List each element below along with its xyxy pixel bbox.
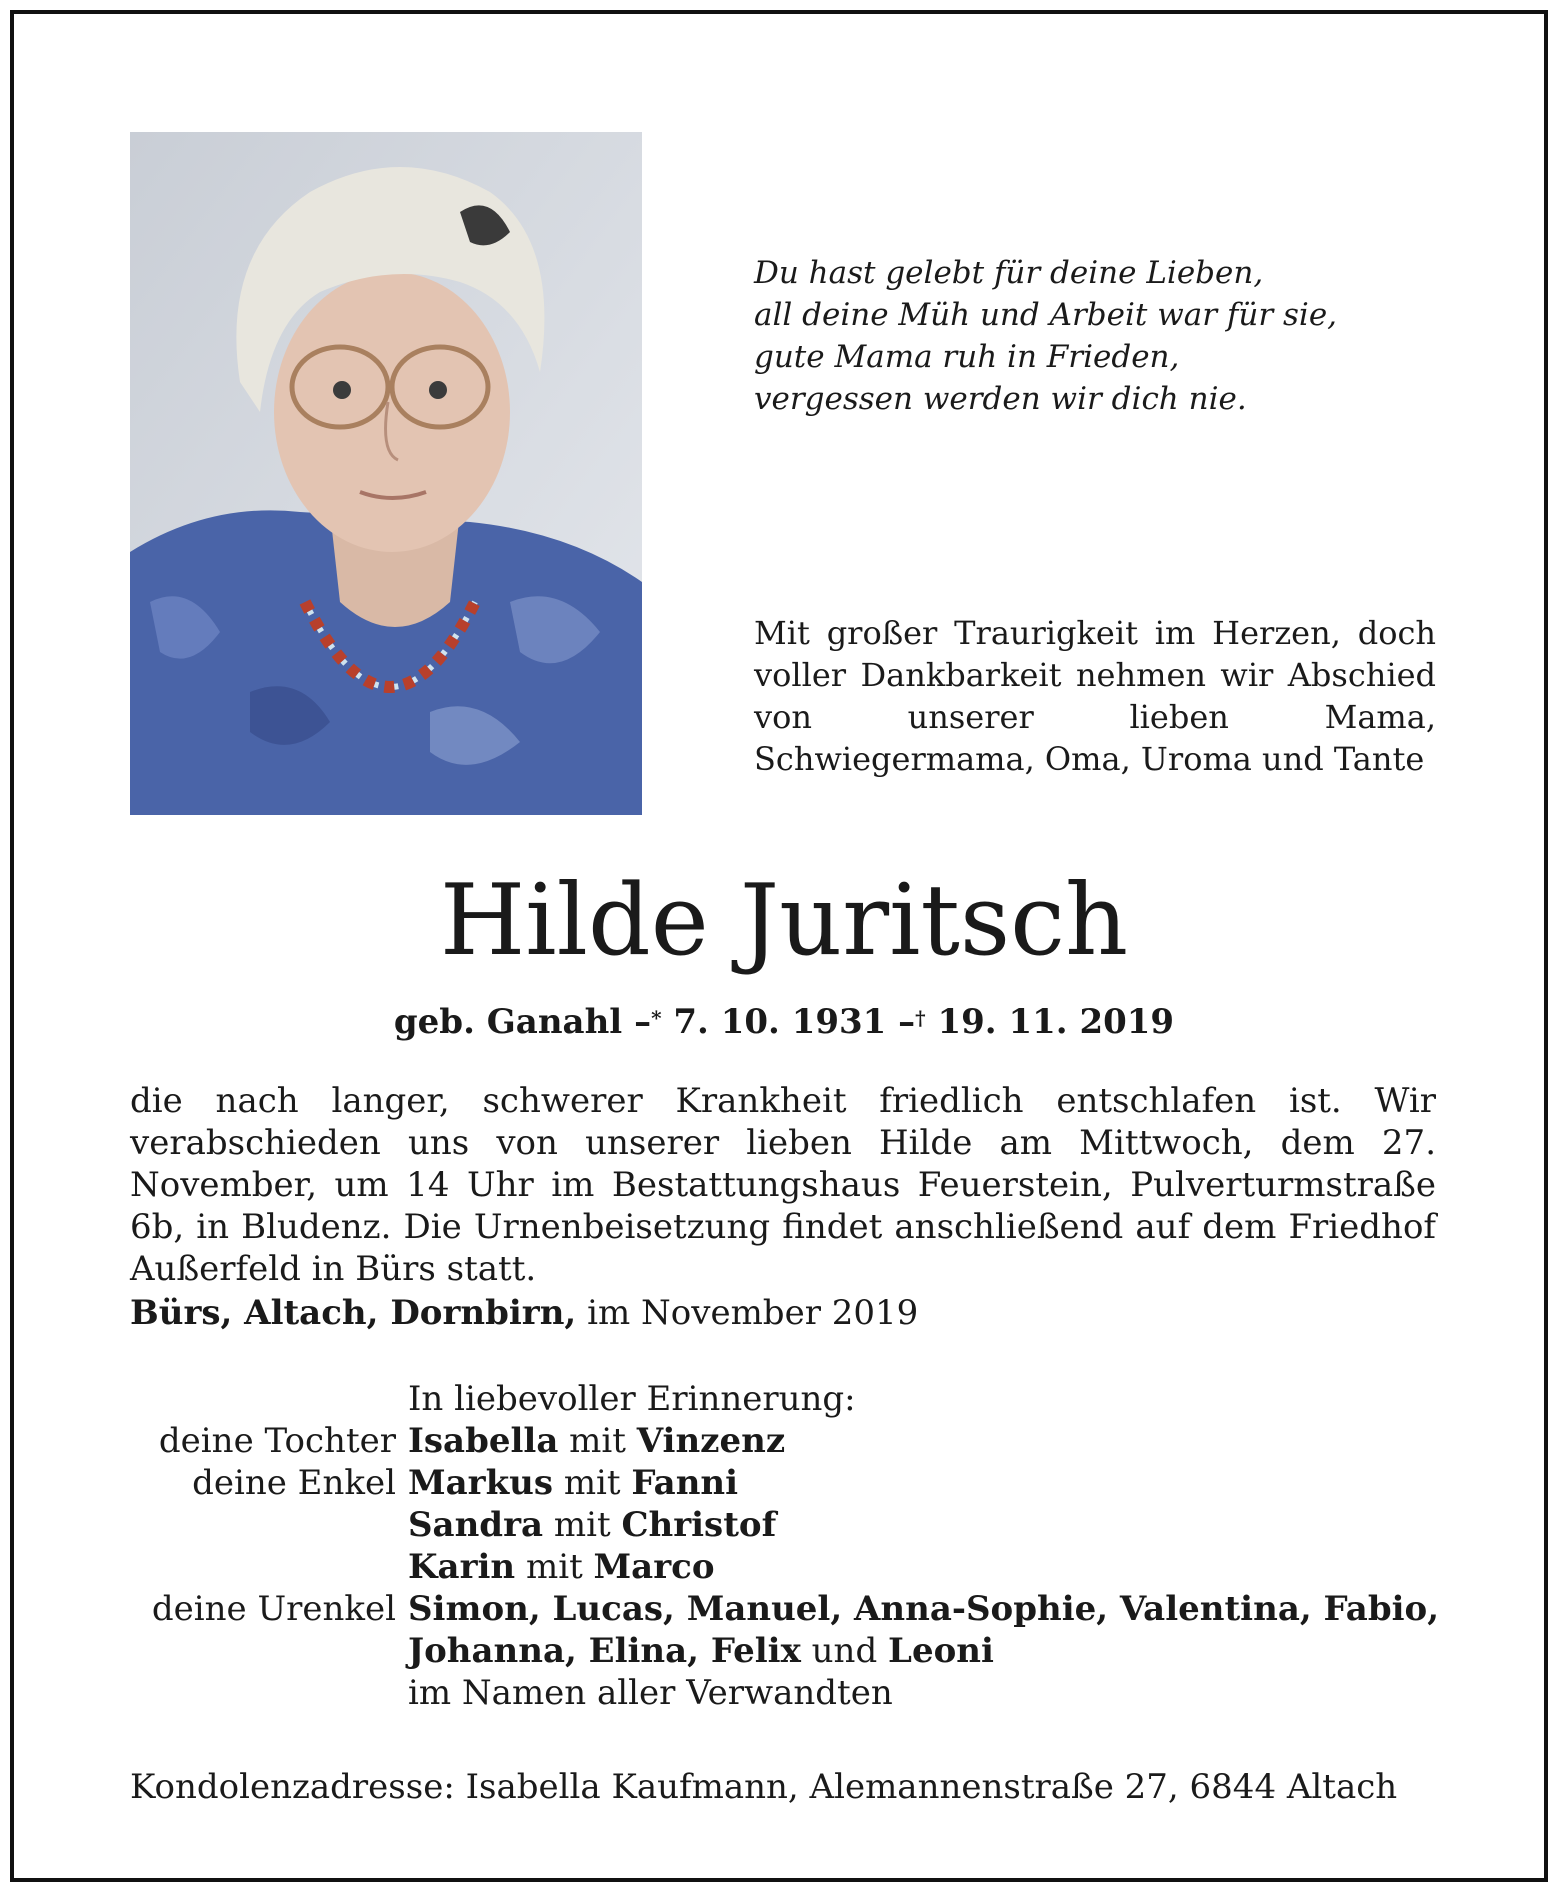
family-member: Sandra xyxy=(408,1505,544,1545)
family-row xyxy=(0,1588,1568,1630)
family-member: Karin xyxy=(408,1547,516,1587)
death-date: 19. 11. 2019 xyxy=(937,1002,1175,1042)
family-names xyxy=(408,1588,1439,1630)
birth-symbol: * xyxy=(651,1006,662,1030)
family-row xyxy=(0,1546,1568,1588)
portrait-photo xyxy=(130,132,642,815)
birth-date: 7. 10. 1931 xyxy=(673,1002,887,1042)
life-dates xyxy=(0,1000,1568,1044)
family-member: Simon, Lucas, Manuel, Anna-Sophie, Valentina, Fabio, xyxy=(408,1589,1440,1629)
family-list xyxy=(0,1420,1568,1714)
poem-line: gute Mama ruh in Frieden, xyxy=(754,339,1180,375)
poem-line: Du hast gelebt für deine Lieben, xyxy=(754,255,1264,291)
family-member: Marco xyxy=(593,1547,715,1587)
poem-line: all deine Müh und Arbeit war für sie, xyxy=(754,297,1338,333)
relation-label: deine Urenkel xyxy=(151,1589,396,1629)
towns: Bürs, Altach, Dornbirn, xyxy=(130,1293,577,1333)
family-names xyxy=(408,1546,715,1588)
death-symbol: † xyxy=(915,1006,926,1030)
connector: mit xyxy=(553,1505,611,1545)
family-row xyxy=(0,1672,1568,1714)
connector: mit xyxy=(525,1547,583,1587)
family-member: Markus xyxy=(408,1463,553,1503)
family-names xyxy=(408,1420,785,1462)
intro-paragraph: Mit großer Traurigkeit im Herzen, doch voller Dankbarkeit nehmen wir Abschied von unserer lieben Mama, Schwiegermama, Oma, Uroma und Tante xyxy=(754,614,1436,778)
family-member: Leoni xyxy=(888,1631,994,1671)
family-member: Vinzenz xyxy=(636,1421,786,1461)
family-member: Fanni xyxy=(631,1463,739,1503)
funeral-details: die nach langer, schwerer Krankheit friedlich entschlafen ist. Wir verabschieden uns von unserer lieben Hilde am Mittwoch, dem 27. November, um 14 Uhr im Bestattungshaus Feuerstein, Pulverturmstraße 6b, in Bludenz. Die Urnenbeisetzung findet anschließend auf dem Friedhof Außerfeld in Bürs statt. xyxy=(130,1081,1436,1289)
notice-date: im November 2019 xyxy=(587,1293,919,1333)
deceased-name: Hilde Juritsch xyxy=(439,864,1129,978)
memory-line: In liebevoller Erinnerung: xyxy=(408,1379,856,1419)
dash: – xyxy=(634,1002,652,1042)
dash: – xyxy=(898,1002,916,1042)
poem-line: vergessen werden wir dich nie. xyxy=(754,381,1247,417)
family-member: Christof xyxy=(621,1505,777,1545)
relatives-line: im Namen aller Verwandten xyxy=(408,1673,893,1713)
family-member: Johanna, Elina, Felix xyxy=(408,1631,801,1671)
family-row xyxy=(0,1630,1568,1672)
portrait-illustration xyxy=(130,132,642,815)
family-row xyxy=(0,1420,1568,1462)
birth-name: geb. Ganahl xyxy=(393,1002,623,1042)
condolence-address: Kondolenzadresse: Isabella Kaufmann, Alemannenstraße 27, 6844 Altach xyxy=(130,1767,1398,1807)
connector: mit xyxy=(569,1421,626,1461)
family-row xyxy=(0,1462,1568,1504)
connector: mit xyxy=(563,1463,621,1503)
family-names xyxy=(408,1630,994,1672)
relation-label: deine Enkel xyxy=(192,1463,396,1503)
connector: und xyxy=(811,1631,878,1671)
family-names xyxy=(408,1462,738,1504)
memorial-poem xyxy=(754,252,1337,420)
place-and-date xyxy=(130,1292,918,1334)
relation-label: deine Tochter xyxy=(158,1421,396,1461)
family-member: Isabella xyxy=(408,1421,559,1461)
family-names xyxy=(408,1504,776,1546)
family-row xyxy=(0,1504,1568,1546)
